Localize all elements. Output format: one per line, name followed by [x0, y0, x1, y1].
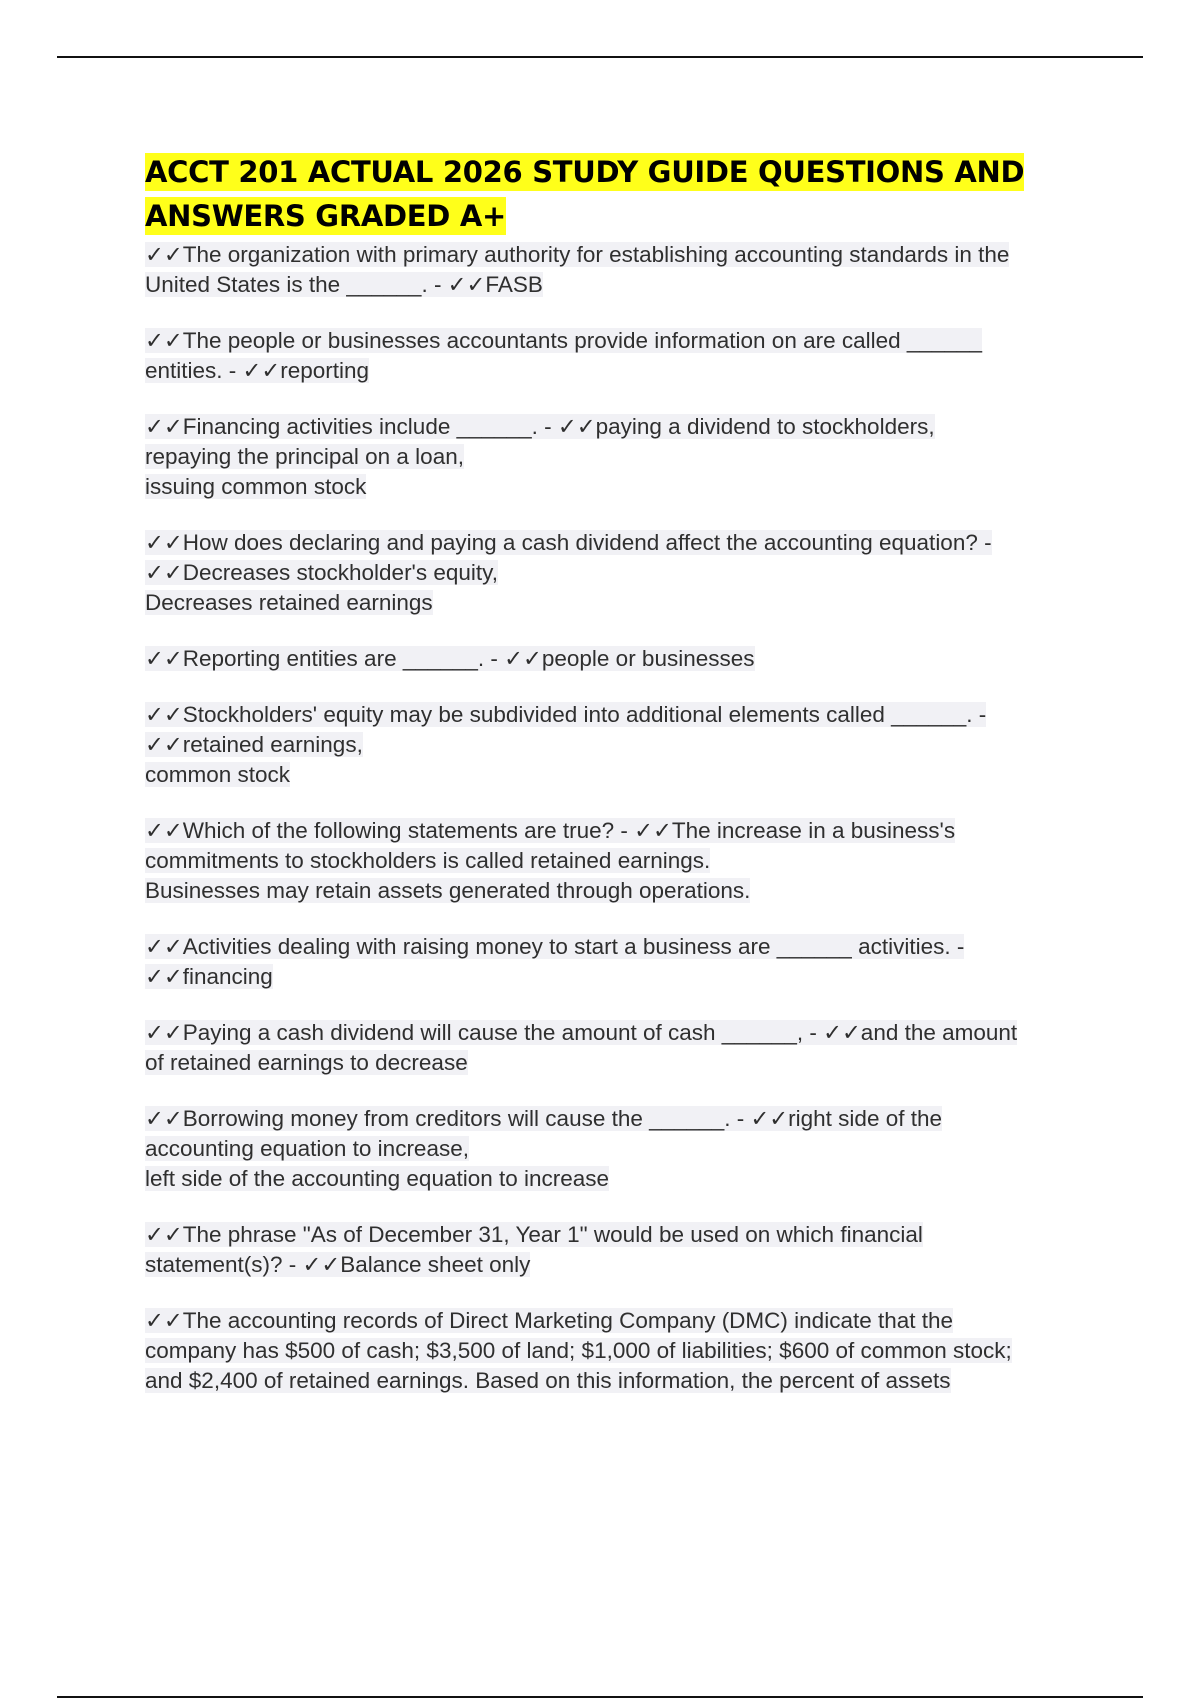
qa-item	[145, 528, 1085, 618]
qa-item	[145, 932, 1085, 992]
qa-line: United States is the ______. - ✓✓FASB	[145, 272, 543, 297]
qa-line: ✓✓How does declaring and paying a cash dividend affect the accounting equation? -	[145, 530, 992, 555]
qa-line: ✓✓The accounting records of Direct Marketing Company (DMC) indicate that the	[145, 1308, 954, 1333]
qa-line: ✓✓Borrowing money from creditors will cause the ______. - ✓✓right side of the	[145, 1106, 943, 1131]
qa-item	[145, 326, 1085, 386]
qa-line: ✓✓Stockholders' equity may be subdivided into additional elements called ______. -	[145, 702, 987, 727]
document-title	[145, 150, 1085, 238]
qa-item	[145, 412, 1085, 502]
qa-line: ✓✓Reporting entities are ______. - ✓✓people or businesses	[145, 646, 755, 671]
qa-line: of retained earnings to decrease	[145, 1050, 468, 1075]
qa-item	[145, 1104, 1085, 1194]
qa-item	[145, 1220, 1085, 1280]
qa-line: ✓✓financing	[145, 964, 273, 989]
qa-line: accounting equation to increase,	[145, 1136, 469, 1161]
qa-line: ✓✓The people or businesses accountants provide information on are called ______	[145, 328, 982, 353]
qa-line: ✓✓The phrase "As of December 31, Year 1" would be used on which financial	[145, 1222, 923, 1247]
qa-line: entities. - ✓✓reporting	[145, 358, 370, 383]
qa-line: company has $500 of cash; $3,500 of land; $1,000 of liabilities; $600 of common stock;	[145, 1338, 1012, 1363]
qa-item	[145, 644, 1085, 674]
qa-item	[145, 240, 1085, 300]
qa-line: issuing common stock	[145, 474, 367, 499]
header-rule	[57, 56, 1143, 58]
qa-line: ✓✓retained earnings,	[145, 732, 363, 757]
qa-line: left side of the accounting equation to increase	[145, 1166, 610, 1191]
qa-line: statement(s)? - ✓✓Balance sheet only	[145, 1252, 531, 1277]
qa-line: common stock	[145, 762, 291, 787]
qa-item	[145, 1306, 1085, 1396]
qa-line: Businesses may retain assets generated through operations.	[145, 878, 751, 903]
title-line-2: ANSWERS GRADED A+	[145, 199, 506, 233]
qa-item	[145, 816, 1085, 906]
qa-line: ✓✓Decreases stockholder's equity,	[145, 560, 498, 585]
qa-item	[145, 700, 1085, 790]
footer-rule	[57, 1696, 1143, 1698]
title-line-1: ACCT 201 ACTUAL 2026 STUDY GUIDE QUESTIONS AND	[145, 155, 1025, 189]
qa-item	[145, 1018, 1085, 1078]
qa-line: and $2,400 of retained earnings. Based on this information, the percent of assets	[145, 1368, 951, 1393]
qa-line: ✓✓Activities dealing with raising money to start a business are ______ activities. -	[145, 934, 965, 959]
document-body	[145, 150, 1085, 1422]
qa-line: ✓✓Which of the following statements are true? - ✓✓The increase in a business's	[145, 818, 956, 843]
qa-line: ✓✓Financing activities include ______. - ✓✓paying a dividend to stockholders,	[145, 414, 935, 439]
qa-line: ✓✓The organization with primary authority for establishing accounting standards in the	[145, 242, 1010, 267]
qa-line: commitments to stockholders is called retained earnings.	[145, 848, 711, 873]
qa-line: repaying the principal on a loan,	[145, 444, 464, 469]
qa-line: ✓✓Paying a cash dividend will cause the amount of cash ______, - ✓✓and the amount	[145, 1020, 1018, 1045]
qa-line: Decreases retained earnings	[145, 590, 433, 615]
